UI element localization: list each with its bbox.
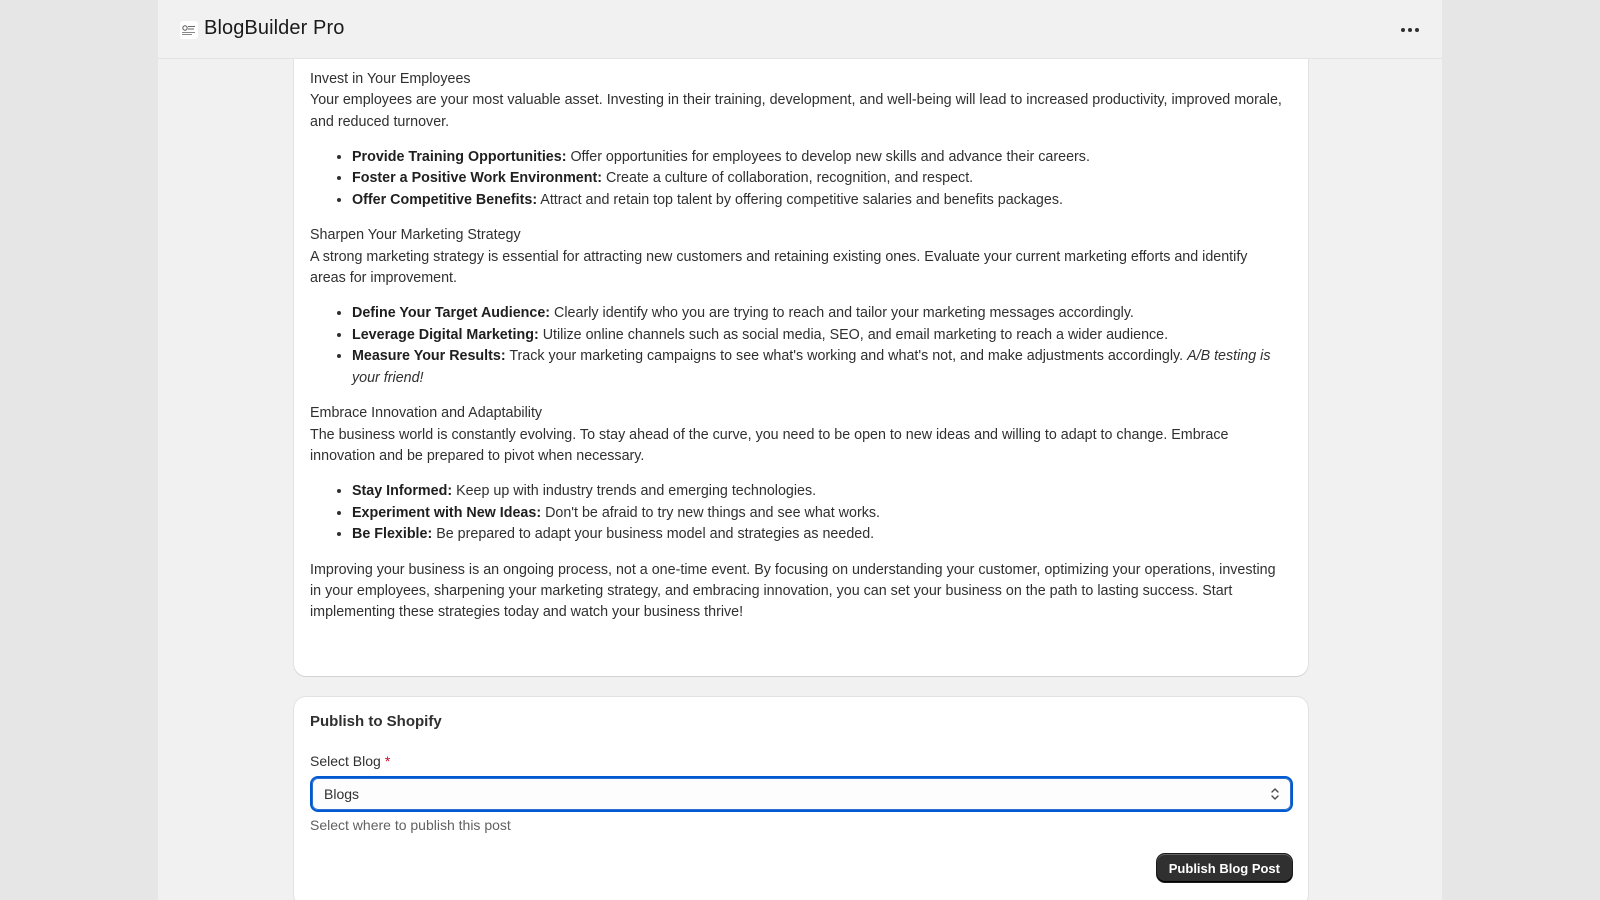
list-item-title: Experiment with New Ideas: — [352, 504, 542, 521]
list-item-text: Be prepared to adapt your business model and strategies as needed. — [432, 526, 875, 543]
blog-content-card — [294, 20, 1308, 676]
select-blog-value: Blogs — [324, 786, 360, 802]
publish-card — [294, 697, 1308, 900]
select-blog-label — [310, 753, 390, 769]
app-frame — [158, 0, 1442, 900]
section-body: The business world is constantly evolving. To stay ahead of the curve, you need to be open to new ideas and willing to adapt to change. Embrace innovation and be prepared to pivot when necessary. — [310, 426, 1229, 464]
section-body: A strong marketing strategy is essential for attracting new customers and retaining existing ones. Evaluate your current marketing efforts and identify areas for improvement. — [310, 248, 1248, 287]
more-actions-button[interactable] — [1396, 18, 1424, 42]
list-item-title: Offer Competitive Benefits: — [352, 191, 538, 208]
list-item-text: Create a culture of collaboration, recognition, and respect. — [602, 170, 974, 187]
select-blog-helper: Select where to publish this post — [310, 817, 511, 833]
list-item-title: Stay Informed: — [352, 483, 453, 500]
list-item-text: Track your marketing campaigns to see what's working and what's not, and make adjustments accordingly. — [505, 348, 1188, 365]
app-header — [158, 0, 1442, 59]
list-item — [352, 503, 1285, 524]
list-item-text: Offer opportunities for employees to develop new skills and advance their careers. — [566, 149, 1090, 166]
list-item-title: Provide Training Opportunities: — [352, 149, 567, 166]
list-item — [352, 524, 1285, 545]
list-item — [352, 190, 1285, 211]
list-item-text: Keep up with industry trends and emerging technologies. — [452, 483, 817, 500]
list-item-emphasis: A/B testing is your friend! — [352, 348, 1271, 386]
conclusion-paragraph: Improving your business is an ongoing process, not a one-time event. By focusing on understanding your customer, optimizing your operations, investing in your employees, sharpening your marketing strategy, and embracing innovation, you can set your business on the path to lasting success. Start implementing these strategies today and watch your business thrive! — [310, 561, 1276, 621]
list-item-text: Don't be afraid to try new things and see what works. — [541, 504, 880, 521]
blog-article — [310, 20, 1285, 638]
section-heading: Sharpen Your Marketing Strategy — [310, 227, 521, 244]
section-body: Your employees are your most valuable asset. Investing in their training, development, and well-being will lead to increased productivity, improved morale, and reduced turnover. — [310, 92, 1282, 130]
list-item-text: Attract and retain top talent by offering competitive salaries and benefits packages. — [537, 191, 1063, 208]
list-item — [352, 168, 1285, 189]
required-marker: * — [384, 753, 391, 769]
list-item — [352, 346, 1285, 389]
app-title: BlogBuilder Pro — [204, 17, 345, 39]
list-item-text: Utilize online channels such as social media, SEO, and email marketing to reach a wider audience. — [538, 326, 1169, 343]
list-item — [352, 481, 1285, 502]
list-item-text: Clearly identify who you are trying to reach and tailor your marketing messages accordingly. — [550, 305, 1134, 322]
bullet-list — [310, 147, 1285, 211]
list-item-title: Foster a Positive Work Environment: — [352, 170, 602, 187]
more-dot — [1408, 28, 1412, 32]
select-chevron-icon — [1269, 785, 1281, 803]
list-item — [352, 303, 1285, 324]
section-heading: Embrace Innovation and Adaptability — [310, 405, 543, 422]
publish-blog-post-button[interactable]: Publish Blog Post — [1157, 854, 1292, 882]
bullet-list — [310, 481, 1285, 545]
more-dot — [1415, 28, 1419, 32]
list-item-title: Be Flexible: — [352, 526, 433, 543]
select-blog-label-text: Select Blog — [310, 753, 381, 769]
section-heading: Invest in Your Employees — [310, 70, 471, 87]
list-item — [352, 147, 1285, 168]
list-item-title: Measure Your Results: — [352, 348, 506, 365]
list-item — [352, 325, 1285, 346]
list-item-title: Leverage Digital Marketing: — [352, 326, 539, 343]
select-blog-dropdown[interactable] — [310, 776, 1293, 812]
list-item-title: Define Your Target Audience: — [352, 305, 551, 322]
more-dots-icon — [1401, 28, 1405, 32]
bullet-list — [310, 303, 1285, 389]
app-logo-icon — [180, 21, 198, 39]
publish-card-title: Publish to Shopify — [310, 713, 442, 730]
